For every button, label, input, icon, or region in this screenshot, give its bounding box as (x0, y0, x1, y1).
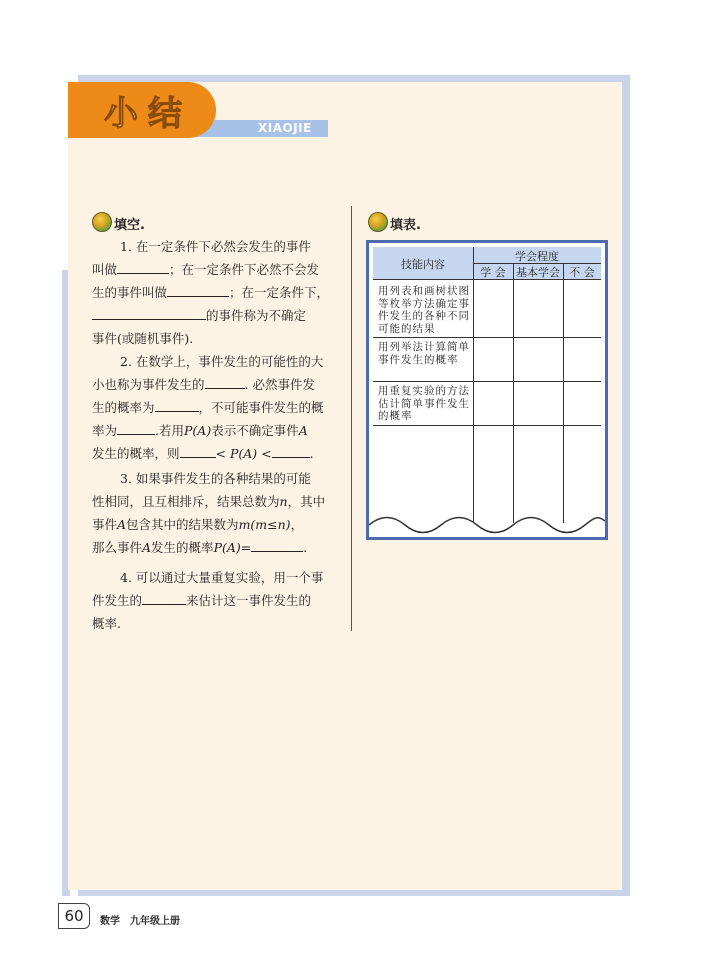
column-divider (351, 206, 352, 631)
grid-line (513, 263, 514, 523)
q4-line: 概率. (92, 616, 121, 631)
col-basic-header: 基本学会 (516, 266, 560, 279)
q1-line (92, 304, 354, 327)
q3-text: 包含其中的结果数为 (126, 517, 239, 532)
col-learned-header: 学 会 (480, 266, 506, 279)
col-not-learned-header: 不 会 (569, 266, 595, 279)
globe-icon (92, 212, 112, 232)
question-4 (92, 566, 354, 635)
q2-math: < P(A) < (215, 446, 272, 461)
q2-text: 生的概率为 (92, 400, 155, 415)
q1-line: 事件(或随机事件). (92, 331, 194, 346)
q2-text: 表示不确定事件 (211, 423, 299, 438)
page-shadow (622, 75, 630, 895)
skill-row-list: 用列举法计算简单事件发生的概率 (378, 341, 470, 366)
q3-math: A (117, 517, 127, 532)
q4-line (92, 589, 354, 612)
q2-line (92, 396, 354, 419)
answer-blank[interactable] (117, 259, 169, 274)
col-group-header: 学会程度 (515, 250, 559, 263)
question-2 (92, 350, 354, 465)
q3-math: (m≤n) (250, 517, 291, 532)
q1-text: ；在一定条件下， (229, 285, 330, 300)
q1-line (92, 258, 354, 281)
skill-row-enumerate: 用列表和画树状图等枚举方法确定事件发生的各种不同可能的结果 (378, 285, 470, 335)
q4-line: 4. 可以通过大量重复实验，用一个事 (120, 570, 324, 585)
q3-text: 发生的概率 (151, 540, 214, 555)
q2-math: A (298, 423, 308, 438)
q2-line (92, 442, 354, 465)
col-skill-header: 技能内容 (401, 258, 445, 271)
answer-blank[interactable] (180, 443, 216, 458)
q2-line: 2. 在数学上，事件发生的可能性的大 (120, 354, 324, 369)
section-title: 小结 (104, 94, 192, 134)
answer-blank[interactable] (167, 282, 229, 297)
skill-row-experiment: 用重复实验的方法估计简单事件发生的概率 (378, 385, 470, 422)
q2-text: 发生的概率，则 (92, 446, 180, 461)
grid-line (473, 263, 601, 264)
q1-text: ；在一定条件下必然不会发 (169, 262, 320, 277)
torn-edge (369, 511, 605, 537)
q2-text: . (309, 446, 314, 461)
answer-blank[interactable] (205, 374, 245, 389)
answer-blank[interactable] (155, 397, 199, 412)
q1-text: 生的事件叫做 (92, 285, 168, 300)
answer-blank[interactable] (117, 420, 155, 435)
section-subtitle: XIAOJIE (258, 121, 312, 135)
grid-line (473, 247, 474, 523)
q3-line (92, 536, 354, 559)
q1-text: 叫做 (92, 262, 118, 277)
grid-line (373, 279, 601, 280)
q2-math: P(A) (184, 423, 212, 438)
q3-text: ， (290, 517, 304, 532)
answer-blank[interactable] (92, 305, 206, 320)
fill-blank-heading: 填空. (114, 218, 145, 233)
q2-text: 小也称为事件发生的 (92, 377, 205, 392)
q3-text: 那么事件 (92, 540, 143, 555)
q1-text: 的事件称为不确定 (206, 308, 307, 323)
q2-text: 率为 (92, 423, 118, 438)
answer-blank[interactable] (272, 443, 310, 458)
q1-line (92, 281, 354, 304)
q4-text: 件发生的 (92, 593, 143, 608)
grid-line (373, 381, 601, 382)
q3-line (92, 513, 354, 536)
grid-line (373, 337, 601, 338)
q3-text: . (303, 540, 308, 555)
q2-text: ，不可能事件发生的概 (198, 400, 324, 415)
q3-math: m (238, 517, 251, 532)
q2-text: .若用 (155, 423, 184, 438)
book-title: 数学 九年级上册 (100, 916, 180, 927)
q4-text: 来估计这一事件发生的 (186, 593, 312, 608)
q3-text: ，其中 (287, 494, 326, 509)
grid-line (373, 425, 601, 426)
page-number: 60 (58, 903, 90, 929)
q3-line: 3. 如果事件发生的各种结果的可能 (120, 471, 311, 486)
q3-math: P(A)= (213, 540, 252, 555)
question-1 (92, 235, 354, 350)
q2-line (92, 373, 354, 396)
q3-text: 事件 (92, 517, 118, 532)
grid-line (563, 263, 564, 523)
q1-line: 1. 在一定条件下必然会发生的事件 (120, 239, 311, 254)
question-3 (92, 467, 354, 559)
fill-table-heading: 填表. (390, 218, 421, 233)
q3-math: A (142, 540, 152, 555)
q3-text: 性相同，且互相排斥，结果总数为 (92, 494, 280, 509)
skills-table (366, 240, 608, 540)
answer-blank[interactable] (142, 590, 186, 605)
q3-math: n (279, 494, 288, 509)
q3-line (92, 490, 354, 513)
q2-text: . 必然事件发 (244, 377, 315, 392)
q2-line (92, 419, 354, 442)
globe-icon (368, 212, 388, 232)
answer-blank[interactable] (251, 537, 303, 552)
